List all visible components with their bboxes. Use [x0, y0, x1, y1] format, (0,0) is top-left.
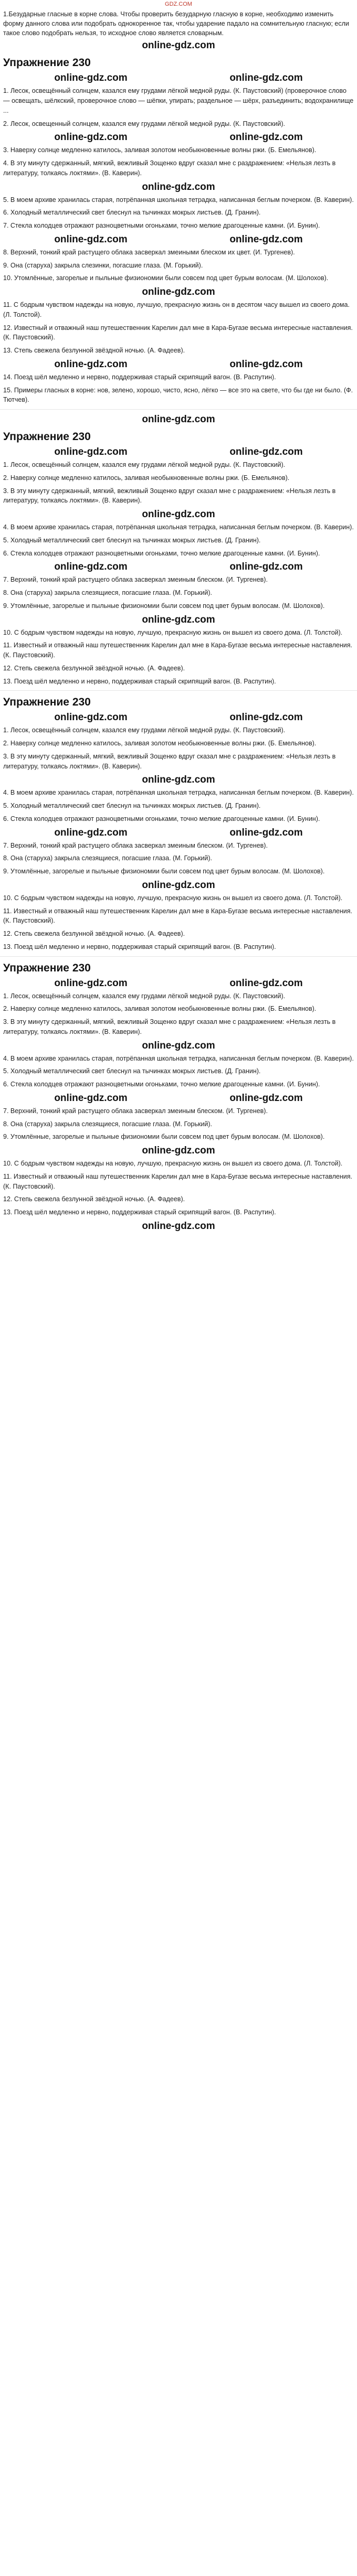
watermark: online-gdz.com [142, 509, 215, 520]
watermark: online-gdz.com [142, 414, 215, 425]
watermark-row [3, 712, 354, 723]
list-item: 9. Утомлённые, загорелые и пыльные физиономии были совсем под цвет бурым волосам. (М. Шолохов). [3, 868, 325, 875]
watermark: online-gdz.com [142, 40, 215, 51]
watermark-row [3, 827, 354, 839]
list-item: 4. В эту минуту сдержанный, мягкий, вежливый Зощенко вдруг сказал мне с раздражением: «Нельзя лезть в литературу, толкаясь локтями». (В. Каверин). [3, 159, 336, 177]
list-item: 15. Примеры гласных в корне: нов, зелено, хорошо, чисто, ясно, лёгко — все это на свете, что бы где ни было. (Ф. Тютчев). [3, 386, 353, 404]
list-item: 12. Известный и отважный наш путешественник Карелин дал мне в Кара-Бугазе весьма интересные наставления. (К. Паустовский). [3, 324, 353, 341]
watermark-row [3, 774, 354, 786]
list-item: 3. В эту минуту сдержанный, мягкий, вежливый Зощенко вдруг сказал мне с раздражением: «Нельзя лезть в литературу, толкаясь локтями». (В. Каверин). [3, 1018, 336, 1035]
watermark: online-gdz.com [54, 358, 128, 370]
exercise-title: Упражнение 230 [3, 431, 91, 443]
list-item: 8. Верхний, тонкий край растущего облака засверкал змеиными блеском их цвет. (И. Тургенев). [3, 248, 295, 256]
watermark: online-gdz.com [142, 286, 215, 298]
list-item: 10. Утомлённые, загорелые и пыльные физиономии были совсем под цвет бурым волосам. (М. Шолохов). [3, 274, 329, 282]
divider [0, 956, 357, 957]
list-item: 12. Степь свежела безлунной звёздной ночью. (А. Фадеев). [3, 930, 185, 938]
list-item: 14. Поезд шёл медленно и нервно, поддерживая старый скрипящий вагон. (В. Распутин). [3, 373, 276, 381]
list-item: 9. Она (старуха) закрыла слезинки, погасшие глаза. (М. Горький). [3, 261, 203, 269]
watermark: online-gdz.com [229, 977, 303, 989]
list-item: 1. Лесок, освещённый солнцем, казался ему грудами лёгкой медной руды. (К. Паустовский). [3, 726, 286, 734]
list-item: 10. С бодрым чувством надежды на новую, лучшую, прекрасную жизнь он вышел из своего дома. (Л. Толстой). [3, 1160, 343, 1168]
exercise-block-4 [0, 962, 357, 1232]
watermark-row [3, 234, 354, 245]
watermark: online-gdz.com [54, 132, 128, 143]
list-item: 4. В моем архиве хранилась старая, потрёпанная школьная тетрадка, написанная беглым почерком. (В. Каверин). [3, 789, 354, 797]
watermark: online-gdz.com [229, 132, 303, 143]
list-item: 11. Известный и отважный наш путешественник Карелин дал мне в Кара-Бугазе весьма интересные наставления. (К. Паустовский). [3, 907, 352, 925]
list-item: 1. Лесок, освещённый солнцем, казался ему грудами лёгкой медной руды. (К. Паустовский) (проверочное слово — освещать, шёлкский, проверочное слово — шёпки, упирать; раздельное — шёрх, разъединить; водохранилище ... [3, 87, 354, 114]
watermark: online-gdz.com [229, 561, 303, 573]
watermark: online-gdz.com [54, 1092, 128, 1104]
list-item: 10. С бодрым чувством надежды на новую, лучшую, прекрасную жизнь он вышел из своего дома. (Л. Толстой). [3, 628, 343, 636]
list-item: 2. Наверху солнце медленно катилось, заливая необыкновенные волны ржи. (Б. Емельянов). [3, 474, 290, 482]
exercise-title: Упражнение 230 [3, 57, 91, 69]
watermark-row [3, 978, 354, 989]
watermark-row [3, 359, 354, 370]
list-item: 7. Стекла колодцев отражают разноцветными огоньками, точно мелкие драгоценные камни. (И. Бунин). [3, 222, 320, 230]
watermark: online-gdz.com [229, 233, 303, 245]
watermark: online-gdz.com [142, 774, 215, 786]
watermark: online-gdz.com [229, 1092, 303, 1104]
watermark-row [3, 561, 354, 573]
watermark: online-gdz.com [229, 446, 303, 458]
exercise-title: Упражнение 230 [3, 961, 91, 974]
list-item: 6. Стекла колодцев отражают разноцветными огоньками, точно мелкие драгоценные камни. (И. Бунин). [3, 815, 320, 822]
watermark: online-gdz.com [54, 561, 128, 573]
list-item: 1. Лесок, освещённый солнцем, казался ему грудами лёгкой медной руды. (К. Паустовский). [3, 992, 286, 1000]
list-item: 11. Известный и отважный наш путешественник Карелин дал мне в Кара-Бугазе весьма интересные наставления. (К. Паустовский). [3, 1172, 352, 1190]
list-item: 6. Холодный металлический свет блеснул на тычинках мокрых листьев. (Д. Гранин). [3, 209, 261, 217]
watermark: online-gdz.com [54, 446, 128, 458]
watermark: online-gdz.com [54, 233, 128, 245]
intro-paragraph: 1.Безударные гласные в корне слова. Чтобы проверить безударную гласную в корне, необходимо изменить форму данного слова или подобрать однокоренное так, чтобы ударение падало на сомнительную гласную; если такое слово подобрать нельзя, то исходное слово является словарным. [3, 10, 349, 37]
list-item: 8. Она (старуха) закрыла слезящиеся, погасшие глаза. (М. Горький). [3, 1120, 212, 1128]
list-item: 5. В моем архиве хранилась старая, потрёпанная школьная тетрадка, написанная беглым почерком. (В. Каверин). [3, 196, 354, 204]
list-item: 2. Наверху солнце медленно катилось, заливая золотом необыкновенные волны ржи. (Б. Емельянов). [3, 1005, 317, 1013]
exercise-block-1 [0, 9, 357, 405]
list-item: 9. Утомлённые, загорелые и пыльные физиономии были совсем под цвет бурым волосам. (М. Шолохов). [3, 602, 325, 610]
watermark: online-gdz.com [142, 1220, 215, 1232]
watermark-row [3, 614, 354, 626]
watermark: online-gdz.com [142, 879, 215, 891]
list-item: 5. Холодный металлический свет блеснул на тычинках мокрых листьев. (Д. Гранин). [3, 802, 261, 810]
list-item: 1. Лесок, освещённый солнцем, казался ему грудами лёгкой медной руды. (К. Паустовский). [3, 461, 286, 469]
list-item: 3. Наверху солнце медленно катилось, заливая золотом необыкновенные волны ржи. (Б. Емельянов). [3, 146, 317, 154]
watermark-row [3, 414, 354, 425]
watermark: online-gdz.com [54, 72, 128, 84]
watermark: online-gdz.com [142, 1145, 215, 1157]
list-item: 12. Степь свежела безлунной звёздной ночью. (А. Фадеев). [3, 1195, 185, 1203]
list-item: 7. Верхний, тонкий край растущего облака засверкал змеиным блеском. (И. Тургенев). [3, 576, 268, 584]
list-item: 11. С бодрым чувством надежды на новую, лучшую, прекрасную жизнь он в десятом часу вышел из своего дома. (Л. Толстой). [3, 301, 350, 318]
list-item: 5. Холодный металлический свет блеснул на тычинках мокрых листьев. (Д. Гранин). [3, 536, 261, 544]
list-item: 2. Лесок, освещенный солнцем, казался ему грудами лёгкой медной руды. (К. Паустовский). [3, 120, 285, 127]
list-item: 12. Степь свежела безлунной звёздной ночью. (А. Фадеев). [3, 664, 185, 672]
list-item: 10. С бодрым чувством надежды на новую, лучшую, прекрасную жизнь он вышел из своего дома. (Л. Толстой). [3, 894, 343, 902]
watermark: online-gdz.com [54, 712, 128, 723]
divider [0, 409, 357, 410]
list-item: 6. Стекла колодцев отражают разноцветными огоньками, точно мелкие драгоценные камни. (И. Бунин). [3, 549, 320, 557]
site-top-label: GDZ.COM [165, 1, 192, 7]
watermark: online-gdz.com [229, 827, 303, 838]
watermark: online-gdz.com [229, 712, 303, 723]
exercise-title: Упражнение 230 [3, 696, 91, 709]
watermark: online-gdz.com [229, 358, 303, 370]
exercise-block-2 [0, 414, 357, 686]
list-item: 4. В моем архиве хранилась старая, потрёпанная школьная тетрадка, написанная беглым почерком. (В. Каверин). [3, 1054, 354, 1062]
list-item: 7. Верхний, тонкий край растущего облака засверкал змеиным блеском. (И. Тургенев). [3, 1107, 268, 1115]
list-item: 13. Поезд шёл медленно и нервно, поддерживая старый скрипящий вагон. (В. Распутин). [3, 677, 276, 685]
watermark: online-gdz.com [229, 72, 303, 84]
watermark-row [3, 40, 354, 51]
list-item: 13. Поезд шёл медленно и нервно, поддерживая старый скрипящий вагон. (В. Распутин). [3, 1209, 276, 1216]
watermark-row [3, 1145, 354, 1157]
watermark-row [3, 880, 354, 891]
watermark-row [3, 446, 354, 458]
watermark-row [3, 1093, 354, 1104]
list-item: 8. Она (старуха) закрыла слезящиеся, погасшие глаза. (М. Горький). [3, 854, 212, 862]
list-item: 7. Верхний, тонкий край растущего облака засверкал змеиным блеском. (И. Тургенев). [3, 841, 268, 849]
watermark-row [3, 132, 354, 143]
watermark: online-gdz.com [142, 181, 215, 193]
watermark-row [3, 286, 354, 298]
watermark-row [3, 1221, 354, 1232]
divider [0, 690, 357, 691]
list-item: 5. Холодный металлический свет блеснул на тычинках мокрых листьев. (Д. Гранин). [3, 1067, 261, 1075]
list-item: 11. Известный и отважный наш путешественник Карелин дал мне в Кара-Бугазе весьма интересные наставления. (К. Паустовский). [3, 642, 352, 659]
list-item: 6. Стекла колодцев отражают разноцветными огоньками, точно мелкие драгоценные камни. (И. Бунин). [3, 1081, 320, 1088]
list-item: 2. Наверху солнце медленно катилось, заливая золотом необыкновенные волны ржи. (Б. Емельянов). [3, 740, 317, 747]
page [0, 0, 357, 1238]
watermark: online-gdz.com [142, 614, 215, 625]
watermark-row [3, 72, 354, 84]
watermark-row [3, 181, 354, 193]
watermark-row [3, 1040, 354, 1052]
list-item: 13. Степь свежела безлунной звёздной ночью. (А. Фадеев). [3, 347, 185, 355]
exercise-block-3 [0, 696, 357, 952]
list-item: 8. Она (старуха) закрыла слезящиеся, погасшие глаза. (М. Горький). [3, 589, 212, 597]
watermark-row [3, 509, 354, 520]
watermark: online-gdz.com [54, 977, 128, 989]
list-item: 9. Утомлённые, загорелые и пыльные физиономии были совсем под цвет бурым волосам. (М. Шолохов). [3, 1133, 325, 1141]
list-item: 13. Поезд шёл медленно и нервно, поддерживая старый скрипящий вагон. (В. Распутин). [3, 943, 276, 950]
watermark: online-gdz.com [54, 827, 128, 838]
list-item: 3. В эту минуту сдержанный, мягкий, вежливый Зощенко вдруг сказал мне с раздражением: «Нельзя лезть в литературу, толкаясь локтями». (В. Каверин). [3, 487, 336, 505]
list-item: 4. В моем архиве хранилась старая, потрёпанная школьная тетрадка, написанная беглым почерком. (В. Каверин). [3, 523, 354, 531]
list-item: 3. В эту минуту сдержанный, мягкий, вежливый Зощенко вдруг сказал мне с раздражением: «Нельзя лезть в литературу, толкаясь локтями». (В. Каверин). [3, 752, 336, 770]
watermark: online-gdz.com [142, 1040, 215, 1051]
